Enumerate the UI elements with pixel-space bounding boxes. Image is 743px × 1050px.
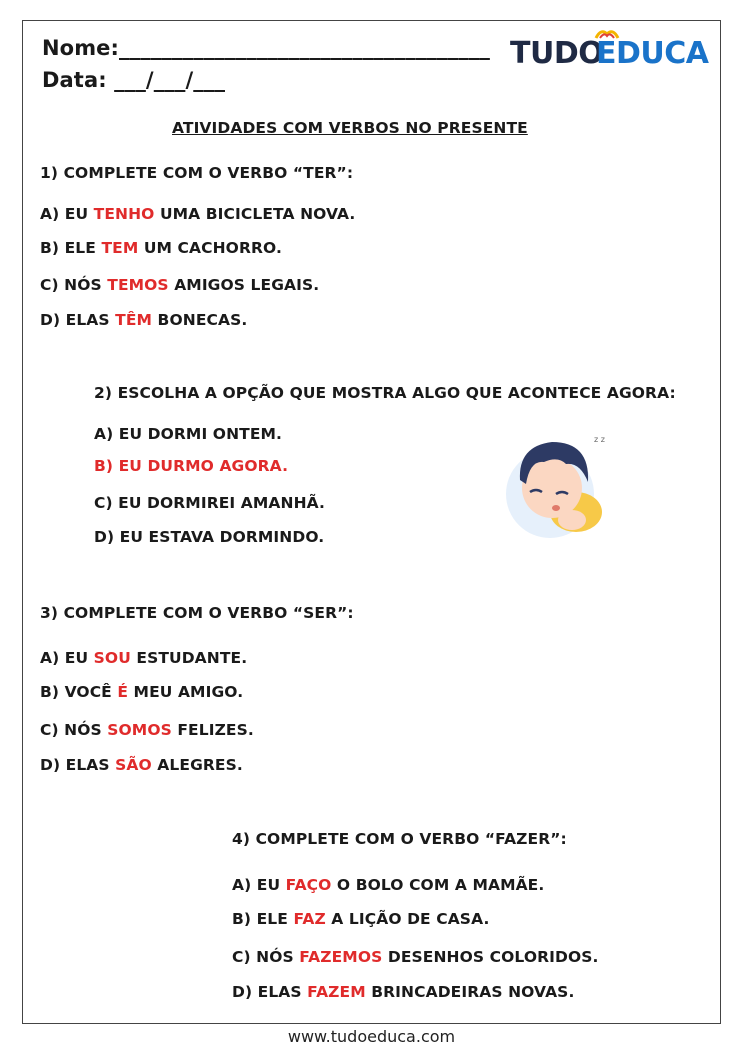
item-prefix: B) ELE	[40, 239, 102, 257]
answer-verb: TEMOS	[107, 276, 169, 294]
q2-option: A) EU DORMI ONTEM.	[94, 425, 283, 443]
q4-item	[232, 948, 599, 966]
item-prefix: C) NÓS	[232, 948, 300, 966]
answer-verb: SOU	[93, 649, 131, 667]
item-prefix: D) ELAS	[232, 983, 308, 1001]
answer-verb: TENHO	[93, 205, 155, 223]
item-prefix: A) EU	[40, 649, 94, 667]
q4-item	[232, 983, 574, 1001]
item-prefix: A) EU	[232, 876, 286, 894]
q3-item	[40, 756, 243, 774]
item-suffix: UMA BICICLETA NOVA.	[154, 205, 356, 223]
answer-verb: É	[117, 683, 129, 701]
q4-item	[232, 910, 489, 928]
item-suffix: BONECAS.	[152, 311, 248, 329]
item-prefix: C) NÓS	[40, 276, 108, 294]
answer-verb: SOMOS	[107, 721, 172, 739]
item-prefix: C) NÓS	[40, 721, 108, 739]
q2-option: D) EU ESTAVA DORMINDO.	[94, 528, 325, 546]
item-suffix: A LIÇÃO DE CASA.	[325, 910, 490, 928]
q3-item	[40, 721, 254, 739]
item-prefix: B) ELE	[232, 910, 294, 928]
page-title: ATIVIDADES COM VERBOS NO PRESENTE	[172, 119, 528, 137]
footer-url: www.tudoeduca.com	[287, 1027, 456, 1046]
item-prefix: B) VOCÊ	[40, 683, 118, 701]
item-suffix: FELIZES.	[171, 721, 254, 739]
question-3: 3) COMPLETE COM O VERBO “SER”:	[40, 604, 354, 622]
item-suffix: AMIGOS LEGAIS.	[168, 276, 320, 294]
tudoeduca-logo	[510, 30, 720, 76]
item-suffix: O BOLO COM A MAMÃE.	[331, 876, 545, 894]
answer-verb: FAÇO	[285, 876, 332, 894]
q3-item	[40, 649, 247, 667]
item-suffix: ESTUDANTE.	[130, 649, 248, 667]
item-suffix: UM CACHORRO.	[138, 239, 282, 257]
item-suffix: MEU AMIGO.	[128, 683, 244, 701]
sleeping-boy-icon	[500, 428, 612, 540]
sleep-zz-text: z z	[594, 435, 605, 444]
q2-option: C) EU DORMIREI AMANHÃ.	[94, 494, 326, 512]
answer-verb: SÃO	[115, 756, 152, 774]
book-icon	[594, 26, 620, 40]
question-2: 2) ESCOLHA A OPÇÃO QUE MOSTRA ALGO QUE ACONTECE AGORA:	[94, 384, 676, 402]
item-prefix: D) ELAS	[40, 756, 116, 774]
item-prefix: D) ELAS	[40, 311, 116, 329]
answer-verb: TÊM	[115, 311, 153, 329]
name-field-label: Nome:___________________________________	[42, 36, 491, 60]
answer-verb: TEM	[101, 239, 139, 257]
q1-item	[40, 311, 247, 329]
item-suffix: ALEGRES.	[151, 756, 243, 774]
date-field-label: Data: ___/___/___	[42, 68, 226, 92]
q3-item	[40, 683, 243, 701]
answer-verb: FAZEM	[307, 983, 366, 1001]
q4-item	[232, 876, 544, 894]
q1-item	[40, 239, 282, 257]
q1-item	[40, 205, 355, 223]
question-4: 4) COMPLETE COM O VERBO “FAZER”:	[232, 830, 567, 848]
item-suffix: BRINCADEIRAS NOVAS.	[365, 983, 575, 1001]
answer-verb: FAZ	[293, 910, 326, 928]
question-1: 1) COMPLETE COM O VERBO “TER”:	[40, 164, 354, 182]
item-suffix: DESENHOS COLORIDOS.	[382, 948, 599, 966]
logo-text-educa: EDUCA	[596, 36, 709, 71]
answer-verb: FAZEMOS	[299, 948, 383, 966]
q1-item	[40, 276, 319, 294]
item-prefix: A) EU	[40, 205, 94, 223]
q2-option-correct: B) EU DURMO AGORA.	[94, 457, 289, 475]
logo-text-tudo: TUDO	[510, 36, 604, 71]
